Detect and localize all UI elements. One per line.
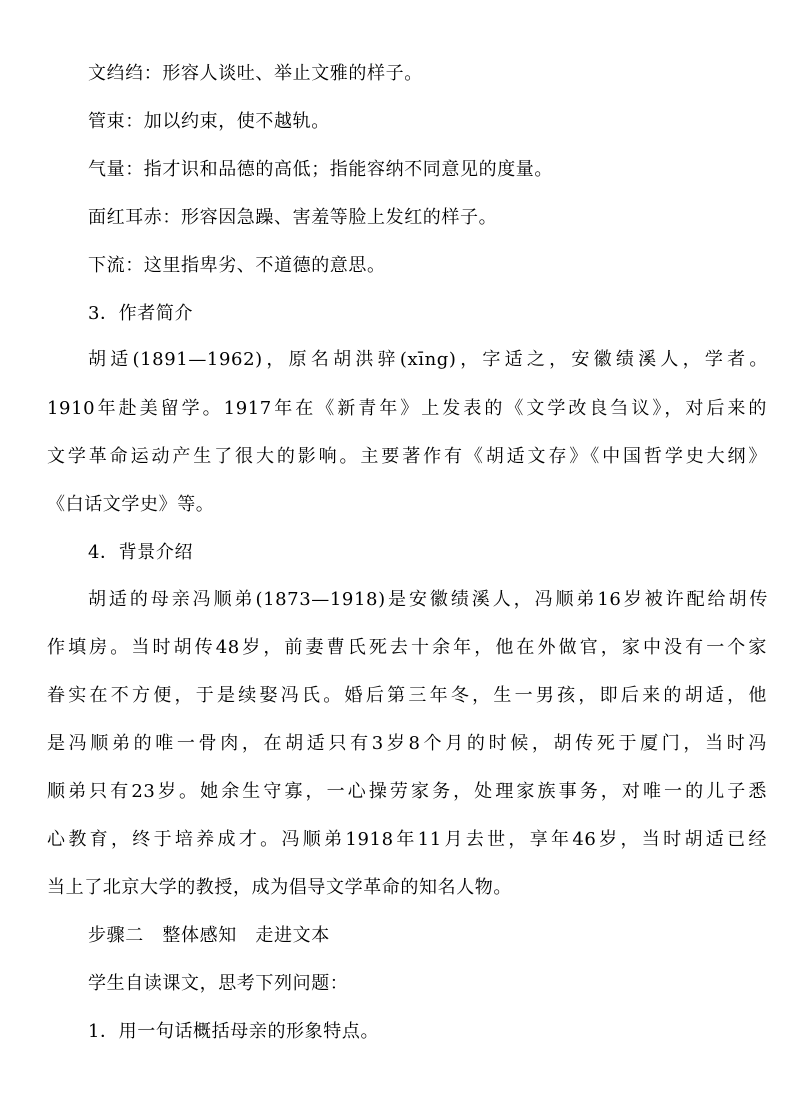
background-paragraph-line: 胡适的母亲冯顺弟(1873—1918)是安徽绩溪人，冯顺弟16岁被许配给胡传 [88,589,768,610]
vocab-wenzhouzhou: 文绉绉：形容人谈吐、举止文雅的样子。 [88,63,423,84]
vocab-guanshu: 管束：加以约束，使不越轨。 [88,111,330,132]
background-paragraph-line: 当上了北京大学的教授，成为倡导文学革命的知名人物。 [47,877,512,898]
author-paragraph-line: 文学革命运动产生了很大的影响。主要著作有《胡适文存》《中国哲学史大纲》 [47,446,767,467]
section-heading-author: 3．作者简介 [88,303,194,324]
background-paragraph-line: 心教育，终于培养成才。冯顺弟1918年11月去世，享年46岁，当时胡适已经 [47,829,767,850]
vocab-xialiu: 下流：这里指卑劣、不道德的意思。 [88,255,386,276]
author-paragraph-line: 1910年赴美留学。1917年在《新青年》上发表的《文学改良刍议》，对后来的 [47,398,767,419]
background-paragraph-line: 顺弟只有23岁。她余生守寡，一心操劳家务，处理家族事务，对唯一的儿子悉 [47,781,767,802]
vocab-qiliang: 气量：指才识和品德的高低；指能容纳不同意见的度量。 [88,159,553,180]
background-paragraph-line: 是冯顺弟的唯一骨肉，在胡适只有3岁8个月的时候，胡传死于厦门，当时冯 [47,733,767,754]
background-paragraph-line: 作填房。当时胡传48岁，前妻曹氏死去十余年，他在外做官，家中没有一个家 [47,637,767,658]
question-item: 1．用一句话概括母亲的形象特点。 [88,1021,380,1042]
background-paragraph-line: 眷实在不方便，于是续娶冯氏。婚后第三年冬，生一男孩，即后来的胡适，他 [47,685,767,706]
vocab-mianhongerchi: 面红耳赤：形容因急躁、害羞等脸上发红的样子。 [88,207,498,228]
section-heading-background: 4．背景介绍 [88,542,194,563]
author-paragraph-line: 胡适(1891—1962)，原名胡洪骍(xīng)，字适之，安徽绩溪人，学者。 [88,349,768,370]
author-paragraph-line: 《白话文学史》等。 [47,494,215,515]
step-heading: 步骤二 整体感知 走进文本 [88,925,330,946]
instruction-text: 学生自读课文，思考下列问题： [88,973,349,994]
